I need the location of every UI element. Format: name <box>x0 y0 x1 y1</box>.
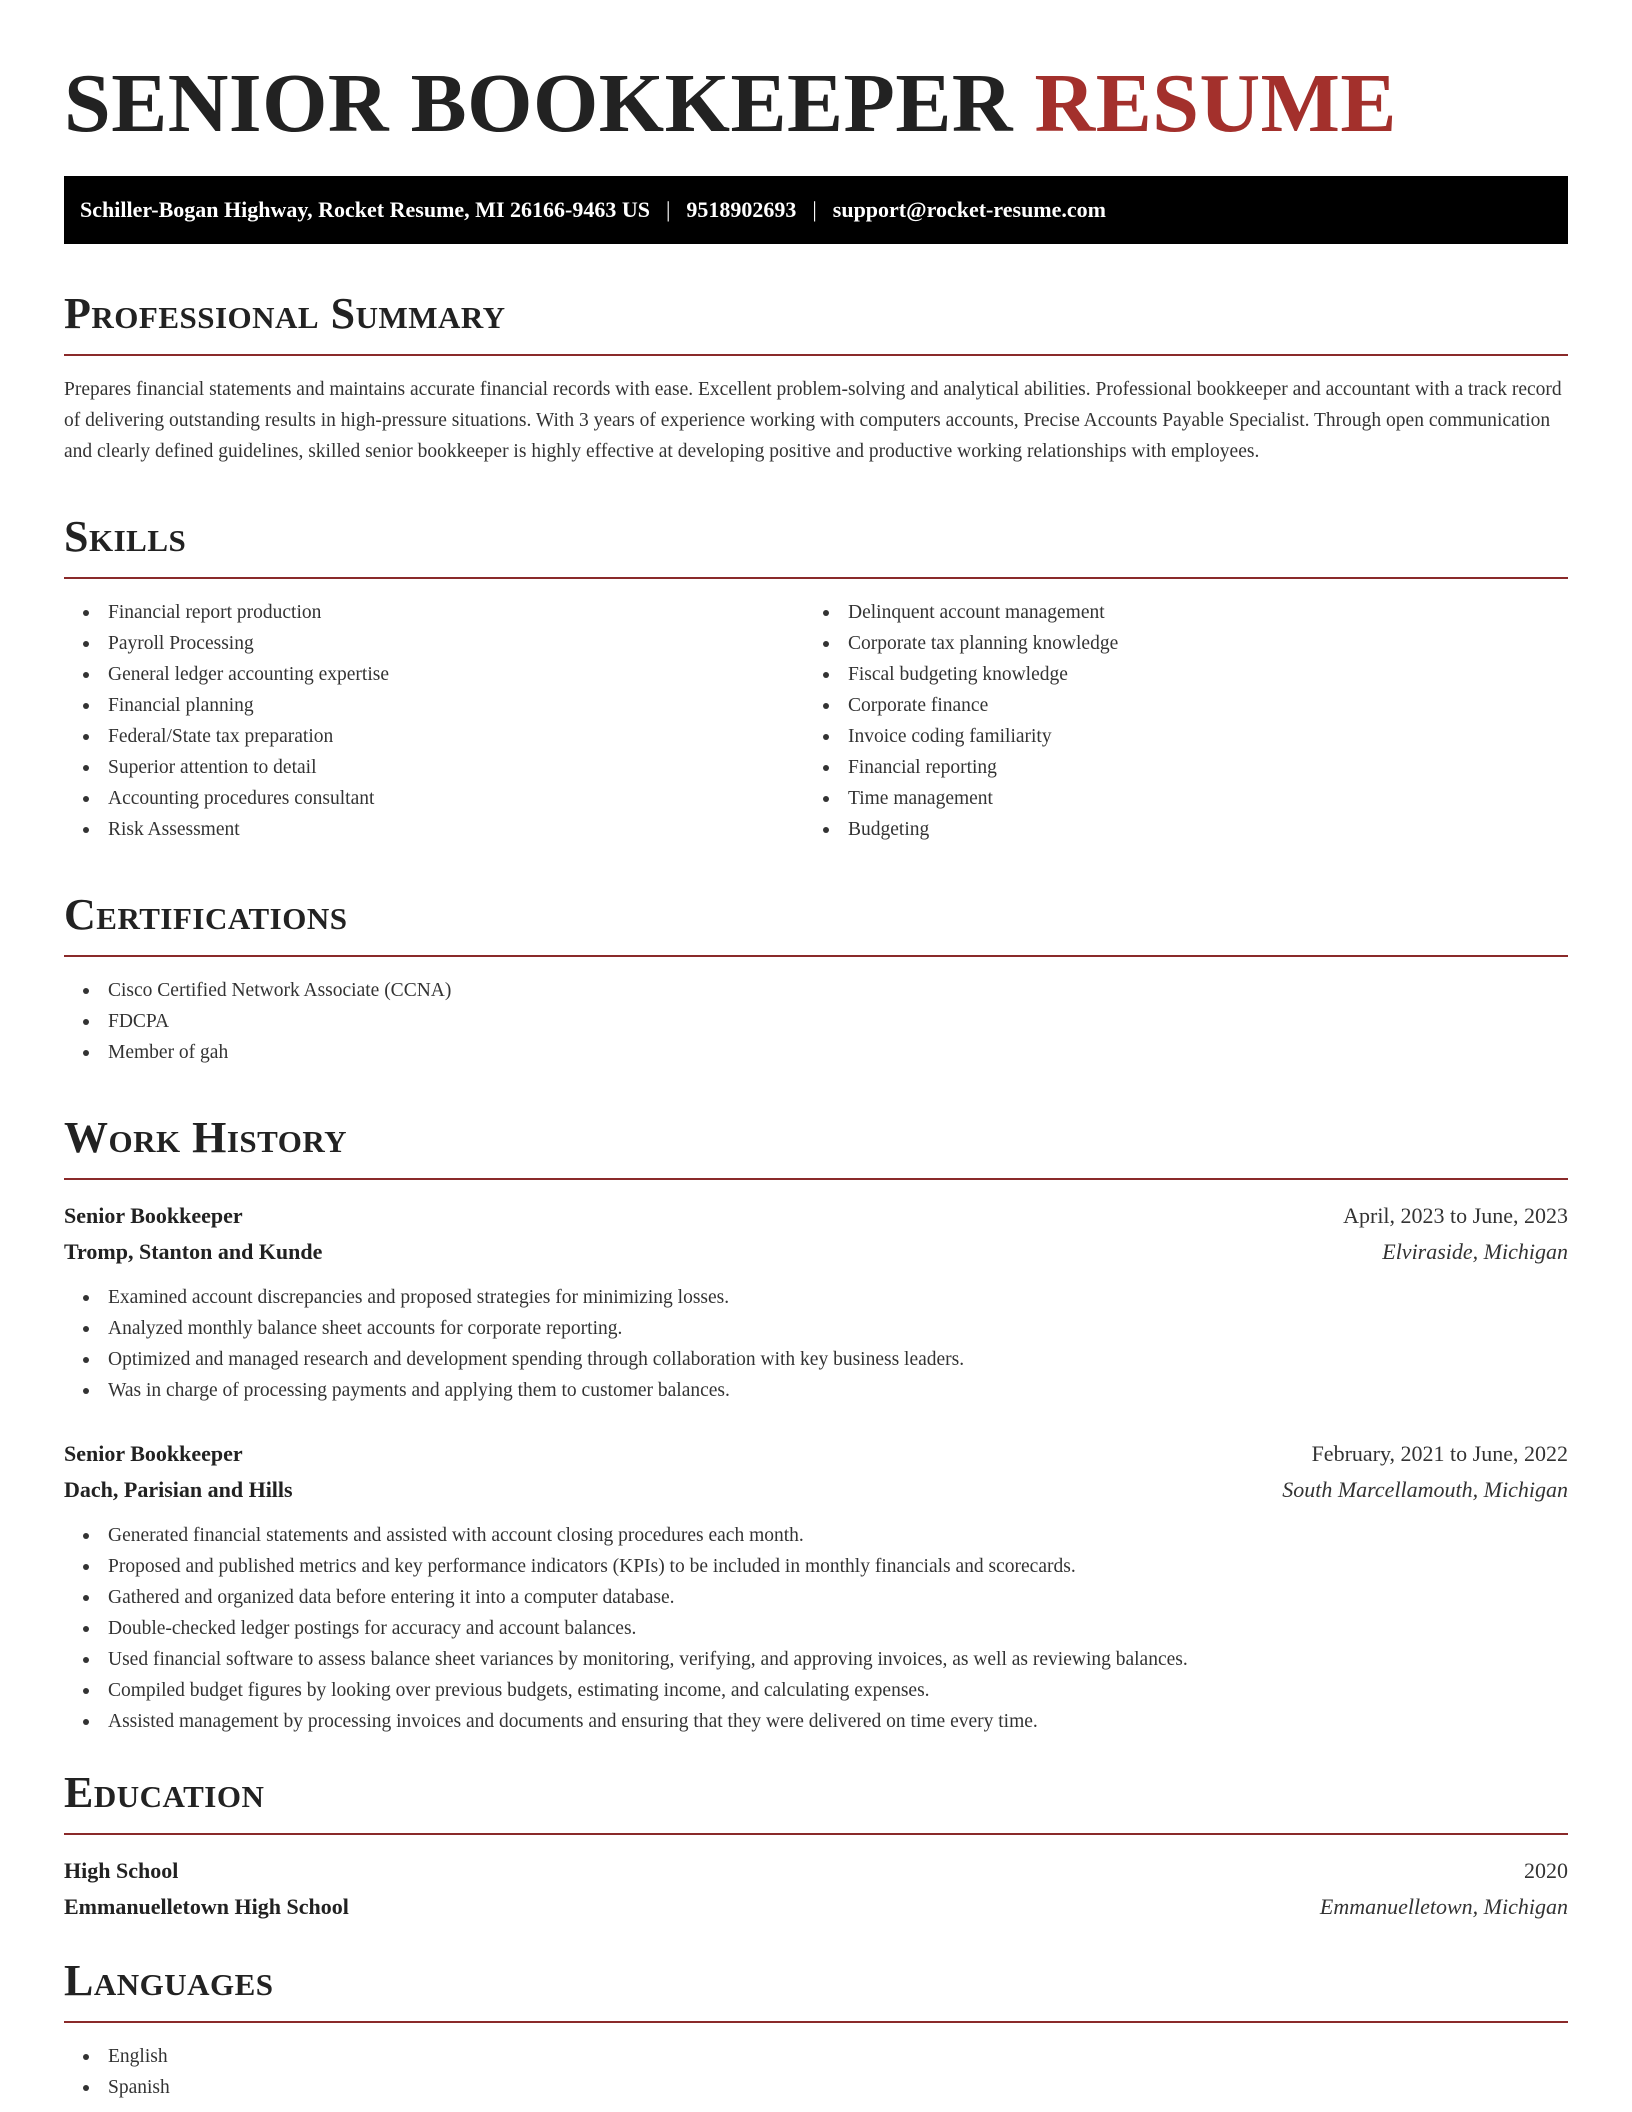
skills-column-left <box>64 597 804 845</box>
job-duties-list <box>64 1282 1568 1406</box>
job-dates: April, 2023 to June, 2023 <box>1343 1203 1568 1228</box>
skill-item: Financial report production <box>64 597 804 628</box>
section-divider <box>64 955 1568 957</box>
job-company-row <box>64 1472 1568 1508</box>
title-accent: RESUME <box>1034 57 1397 150</box>
summary-section <box>64 288 1568 467</box>
summary-heading: Professional Summary <box>64 289 506 338</box>
education-entry <box>64 1853 1568 1925</box>
skills-columns <box>64 597 1568 845</box>
job-duty-item: Gathered and organized data before entering it into a computer database. <box>64 1582 1568 1613</box>
job-duty-item: Examined account discrepancies and proposed strategies for minimizing losses. <box>64 1282 1568 1313</box>
title-main: SENIOR BOOKKEEPER <box>64 57 1014 150</box>
languages-list <box>64 2041 1568 2103</box>
job-company: Dach, Parisian and Hills <box>64 1477 293 1502</box>
contact-separator: | <box>665 197 671 222</box>
job-location: Elviraside, Michigan <box>1382 1239 1568 1264</box>
skill-item: Corporate tax planning knowledge <box>804 628 1544 659</box>
skills-heading: Skills <box>64 512 187 561</box>
skill-item: Risk Assessment <box>64 814 804 845</box>
certifications-heading: Certifications <box>64 890 348 939</box>
education-section <box>64 1767 1568 1925</box>
skill-item: Accounting procedures consultant <box>64 783 804 814</box>
contact-bar <box>64 176 1568 244</box>
contact-separator: | <box>812 197 817 222</box>
skills-list-right <box>804 597 1544 845</box>
contact-phone: 9518902693 <box>686 197 797 222</box>
education-heading: Education <box>64 1768 265 1817</box>
education-school: Emmanuelletown High School <box>64 1894 349 1919</box>
job-company-row <box>64 1234 1568 1270</box>
certification-item: FDCPA <box>64 1006 1568 1037</box>
certifications-section <box>64 889 1568 1068</box>
skill-item: Invoice coding familiarity <box>804 721 1544 752</box>
education-degree: High School <box>64 1858 179 1883</box>
language-item: Spanish <box>64 2072 1568 2103</box>
skills-column-right <box>804 597 1544 845</box>
certification-item: Cisco Certified Network Associate (CCNA) <box>64 975 1568 1006</box>
skill-item: Fiscal budgeting knowledge <box>804 659 1544 690</box>
contact-address: Schiller-Bogan Highway, Rocket Resume, MI 26166-9463 US <box>80 197 650 222</box>
job-header-row <box>64 1198 1568 1234</box>
skill-item: Superior attention to detail <box>64 752 804 783</box>
job-title: Senior Bookkeeper <box>64 1441 243 1466</box>
section-divider <box>64 577 1568 579</box>
skill-item: Budgeting <box>804 814 1544 845</box>
section-divider <box>64 354 1568 356</box>
job-duty-item: Used financial software to assess balance sheet variances by monitoring, verifying, and approving invoices, as well as reviewing balances. <box>64 1644 1568 1675</box>
job-title: Senior Bookkeeper <box>64 1203 243 1228</box>
section-divider <box>64 1833 1568 1835</box>
job-entry <box>64 1436 1568 1737</box>
job-duty-item: Proposed and published metrics and key performance indicators (KPIs) to be included in monthly financials and scorecards. <box>64 1551 1568 1582</box>
job-header-row <box>64 1436 1568 1472</box>
job-duty-item: Assisted management by processing invoices and documents and ensuring that they were delivered on time every time. <box>64 1706 1568 1737</box>
skills-list-left <box>64 597 804 845</box>
skill-item: Corporate finance <box>804 690 1544 721</box>
skill-item: Federal/State tax preparation <box>64 721 804 752</box>
skill-item: Payroll Processing <box>64 628 804 659</box>
section-divider <box>64 1178 1568 1180</box>
skills-section <box>64 511 1568 845</box>
skill-item: Financial reporting <box>804 752 1544 783</box>
job-location: South Marcellamouth, Michigan <box>1282 1477 1568 1502</box>
job-duty-item: Double-checked ledger postings for accuracy and account balances. <box>64 1613 1568 1644</box>
job-duty-item: Compiled budget figures by looking over previous budgets, estimating income, and calculating expenses. <box>64 1675 1568 1706</box>
job-duty-item: Optimized and managed research and development spending through collaboration with key business leaders. <box>64 1344 1568 1375</box>
job-duty-item: Was in charge of processing payments and applying them to customer balances. <box>64 1375 1568 1406</box>
education-year: 2020 <box>1524 1858 1568 1883</box>
job-duties-list <box>64 1520 1568 1737</box>
summary-text: Prepares financial statements and maintains accurate financial records with ease. Excellent problem-solving and analytical abilities. Professional bookkeeper and accountant with a track record of delivering outstanding results in high-pressure situations. With 3 years of experience working with computers accounts, Precise Accounts Payable Specialist. Through open communication and clearly defined guidelines, skilled senior bookkeeper is highly effective at developing positive and productive working relationships with employees. <box>64 379 1562 462</box>
resume-title <box>64 56 1568 152</box>
work-history-section <box>64 1112 1568 1737</box>
certification-item: Member of gah <box>64 1037 1568 1068</box>
language-item: English <box>64 2041 1568 2072</box>
job-entry <box>64 1198 1568 1406</box>
skill-item: Delinquent account management <box>804 597 1544 628</box>
contact-email: support@rocket-resume.com <box>832 197 1106 222</box>
education-location: Emmanuelletown, Michigan <box>1319 1894 1568 1919</box>
education-school-row <box>64 1889 1568 1925</box>
languages-section <box>64 1955 1568 2103</box>
job-duty-item: Generated financial statements and assisted with account closing procedures each month. <box>64 1520 1568 1551</box>
section-divider <box>64 2021 1568 2023</box>
certifications-list <box>64 975 1568 1068</box>
education-degree-row <box>64 1853 1568 1889</box>
work-history-heading: Work History <box>64 1113 348 1162</box>
skill-item: Financial planning <box>64 690 804 721</box>
languages-heading: Languages <box>64 1956 274 2005</box>
job-duty-item: Analyzed monthly balance sheet accounts for corporate reporting. <box>64 1313 1568 1344</box>
job-dates: February, 2021 to June, 2022 <box>1311 1441 1568 1466</box>
skill-item: General ledger accounting expertise <box>64 659 804 690</box>
job-company: Tromp, Stanton and Kunde <box>64 1239 323 1264</box>
skill-item: Time management <box>804 783 1544 814</box>
